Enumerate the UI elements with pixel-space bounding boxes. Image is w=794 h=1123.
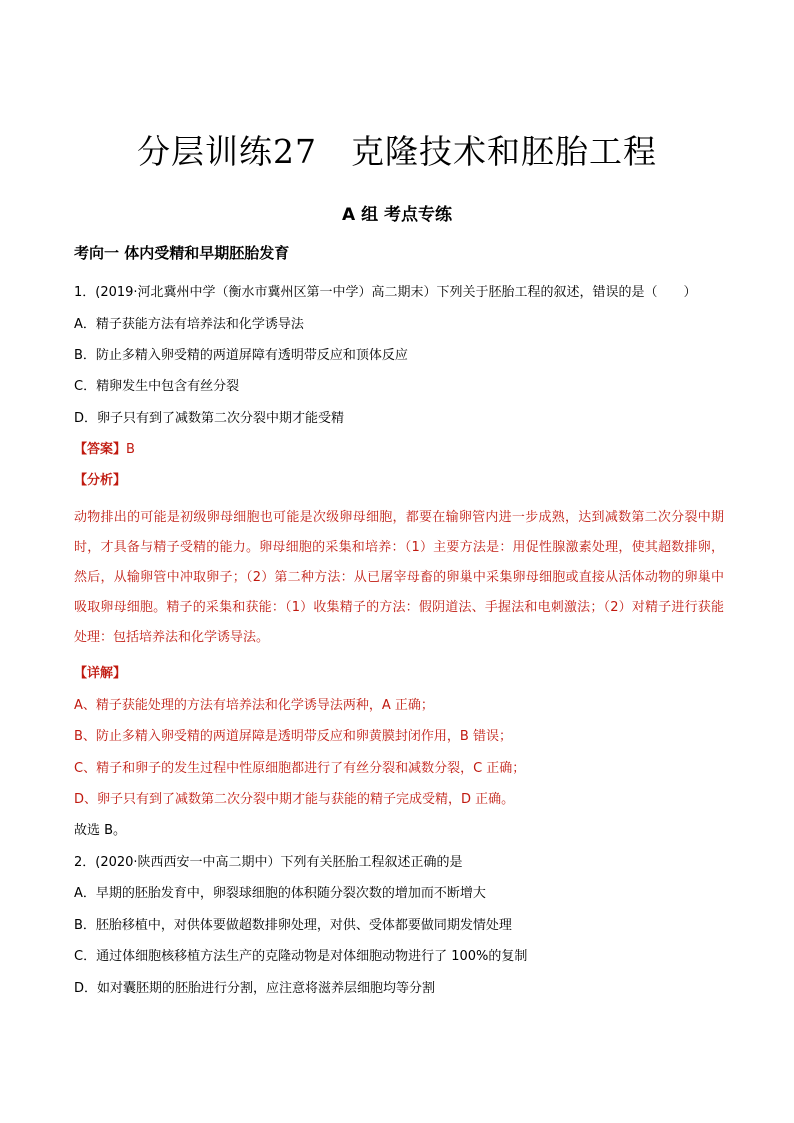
detail-item-a: A、精子获能处理的方法有培养法和化学诱导法两种，A 正确； xyxy=(74,698,434,713)
detail-item-d: D、卵子只有到了减数第二次分裂中期才能与获能的精子完成受精，D 正确。 xyxy=(74,792,515,807)
question-1-option-b: B．防止多精入卵受精的两道屏障有透明带反应和顶体反应 xyxy=(74,348,408,363)
question-2-stem: 2．(2020·陕西西安一中高二期中）下列有关胚胎工程叙述正确的是 xyxy=(74,855,463,870)
answer-value: B xyxy=(126,442,135,457)
question-2-option-c: C．通过体细胞核移植方法生产的克隆动物是对体细胞动物进行了 100%的复制 xyxy=(74,949,528,964)
detail-label: 【详解】 xyxy=(74,666,127,681)
section-heading: 考向一 体内受精和早期胚胎发育 xyxy=(74,244,290,262)
question-1-option-c: C．精卵发生中包含有丝分裂 xyxy=(74,379,240,394)
conclusion: 故选 B。 xyxy=(74,823,127,838)
answer-label: 【答案】 xyxy=(74,442,127,457)
analysis-label: 【分析】 xyxy=(74,473,127,488)
detail-item-b: B、防止多精入卵受精的两道屏障是透明带反应和卵黄膜封闭作用，B 错误； xyxy=(74,729,512,744)
detail-item-c: C、精子和卵子的发生过程中性原细胞都进行了有丝分裂和减数分裂，C 正确； xyxy=(74,761,526,776)
question-2-option-b: B．胚胎移植中，对供体要做超数排卵处理，对供、受体都要做同期发情处理 xyxy=(74,918,512,933)
question-2-option-d: D．如对囊胚期的胚胎进行分割，应注意将滋养层细胞均等分割 xyxy=(74,981,436,996)
question-1-option-d: D．卵子只有到了减数第二次分裂中期才能受精 xyxy=(74,411,345,426)
group-heading: A 组 考点专练 xyxy=(342,205,452,225)
question-1-option-a: A．精子获能方法有培养法和化学诱导法 xyxy=(74,317,304,332)
question-1-stem: 1．(2019·河北冀州中学（衡水市冀州区第一中学）高二期末）下列关于胚胎工程的叙述，错误的是（ ） xyxy=(74,285,697,300)
question-2-option-a: A．早期的胚胎发育中，卵裂球细胞的体积随分裂次数的增加而不断增大 xyxy=(74,886,486,901)
page-title: 分层训练27 克隆技术和胚胎工程 xyxy=(137,132,657,171)
answer-line xyxy=(74,441,135,459)
analysis-text: 动物排出的可能是初级卵母细胞也可能是次级卵母细胞，都要在输卵管内进一步成熟，达到减数第二次分裂中期时，才具备与精子受精的能力。卵母细胞的采集和培养：（1）主要方法是：用促性腺激素处理，使其超数排卵，然后，从输卵管中冲取卵子；（2）第二种方法：从已屠宰母畜的卵巢中采集卵母细胞或直接从活体动物的卵巢中吸取卵母细胞。精子的采集和获能：（1）收集精子的方法：假阴道法、手握法和电刺激法；（2）对精子进行获能处理：包括培养法和化学诱导法。 xyxy=(74,510,724,645)
